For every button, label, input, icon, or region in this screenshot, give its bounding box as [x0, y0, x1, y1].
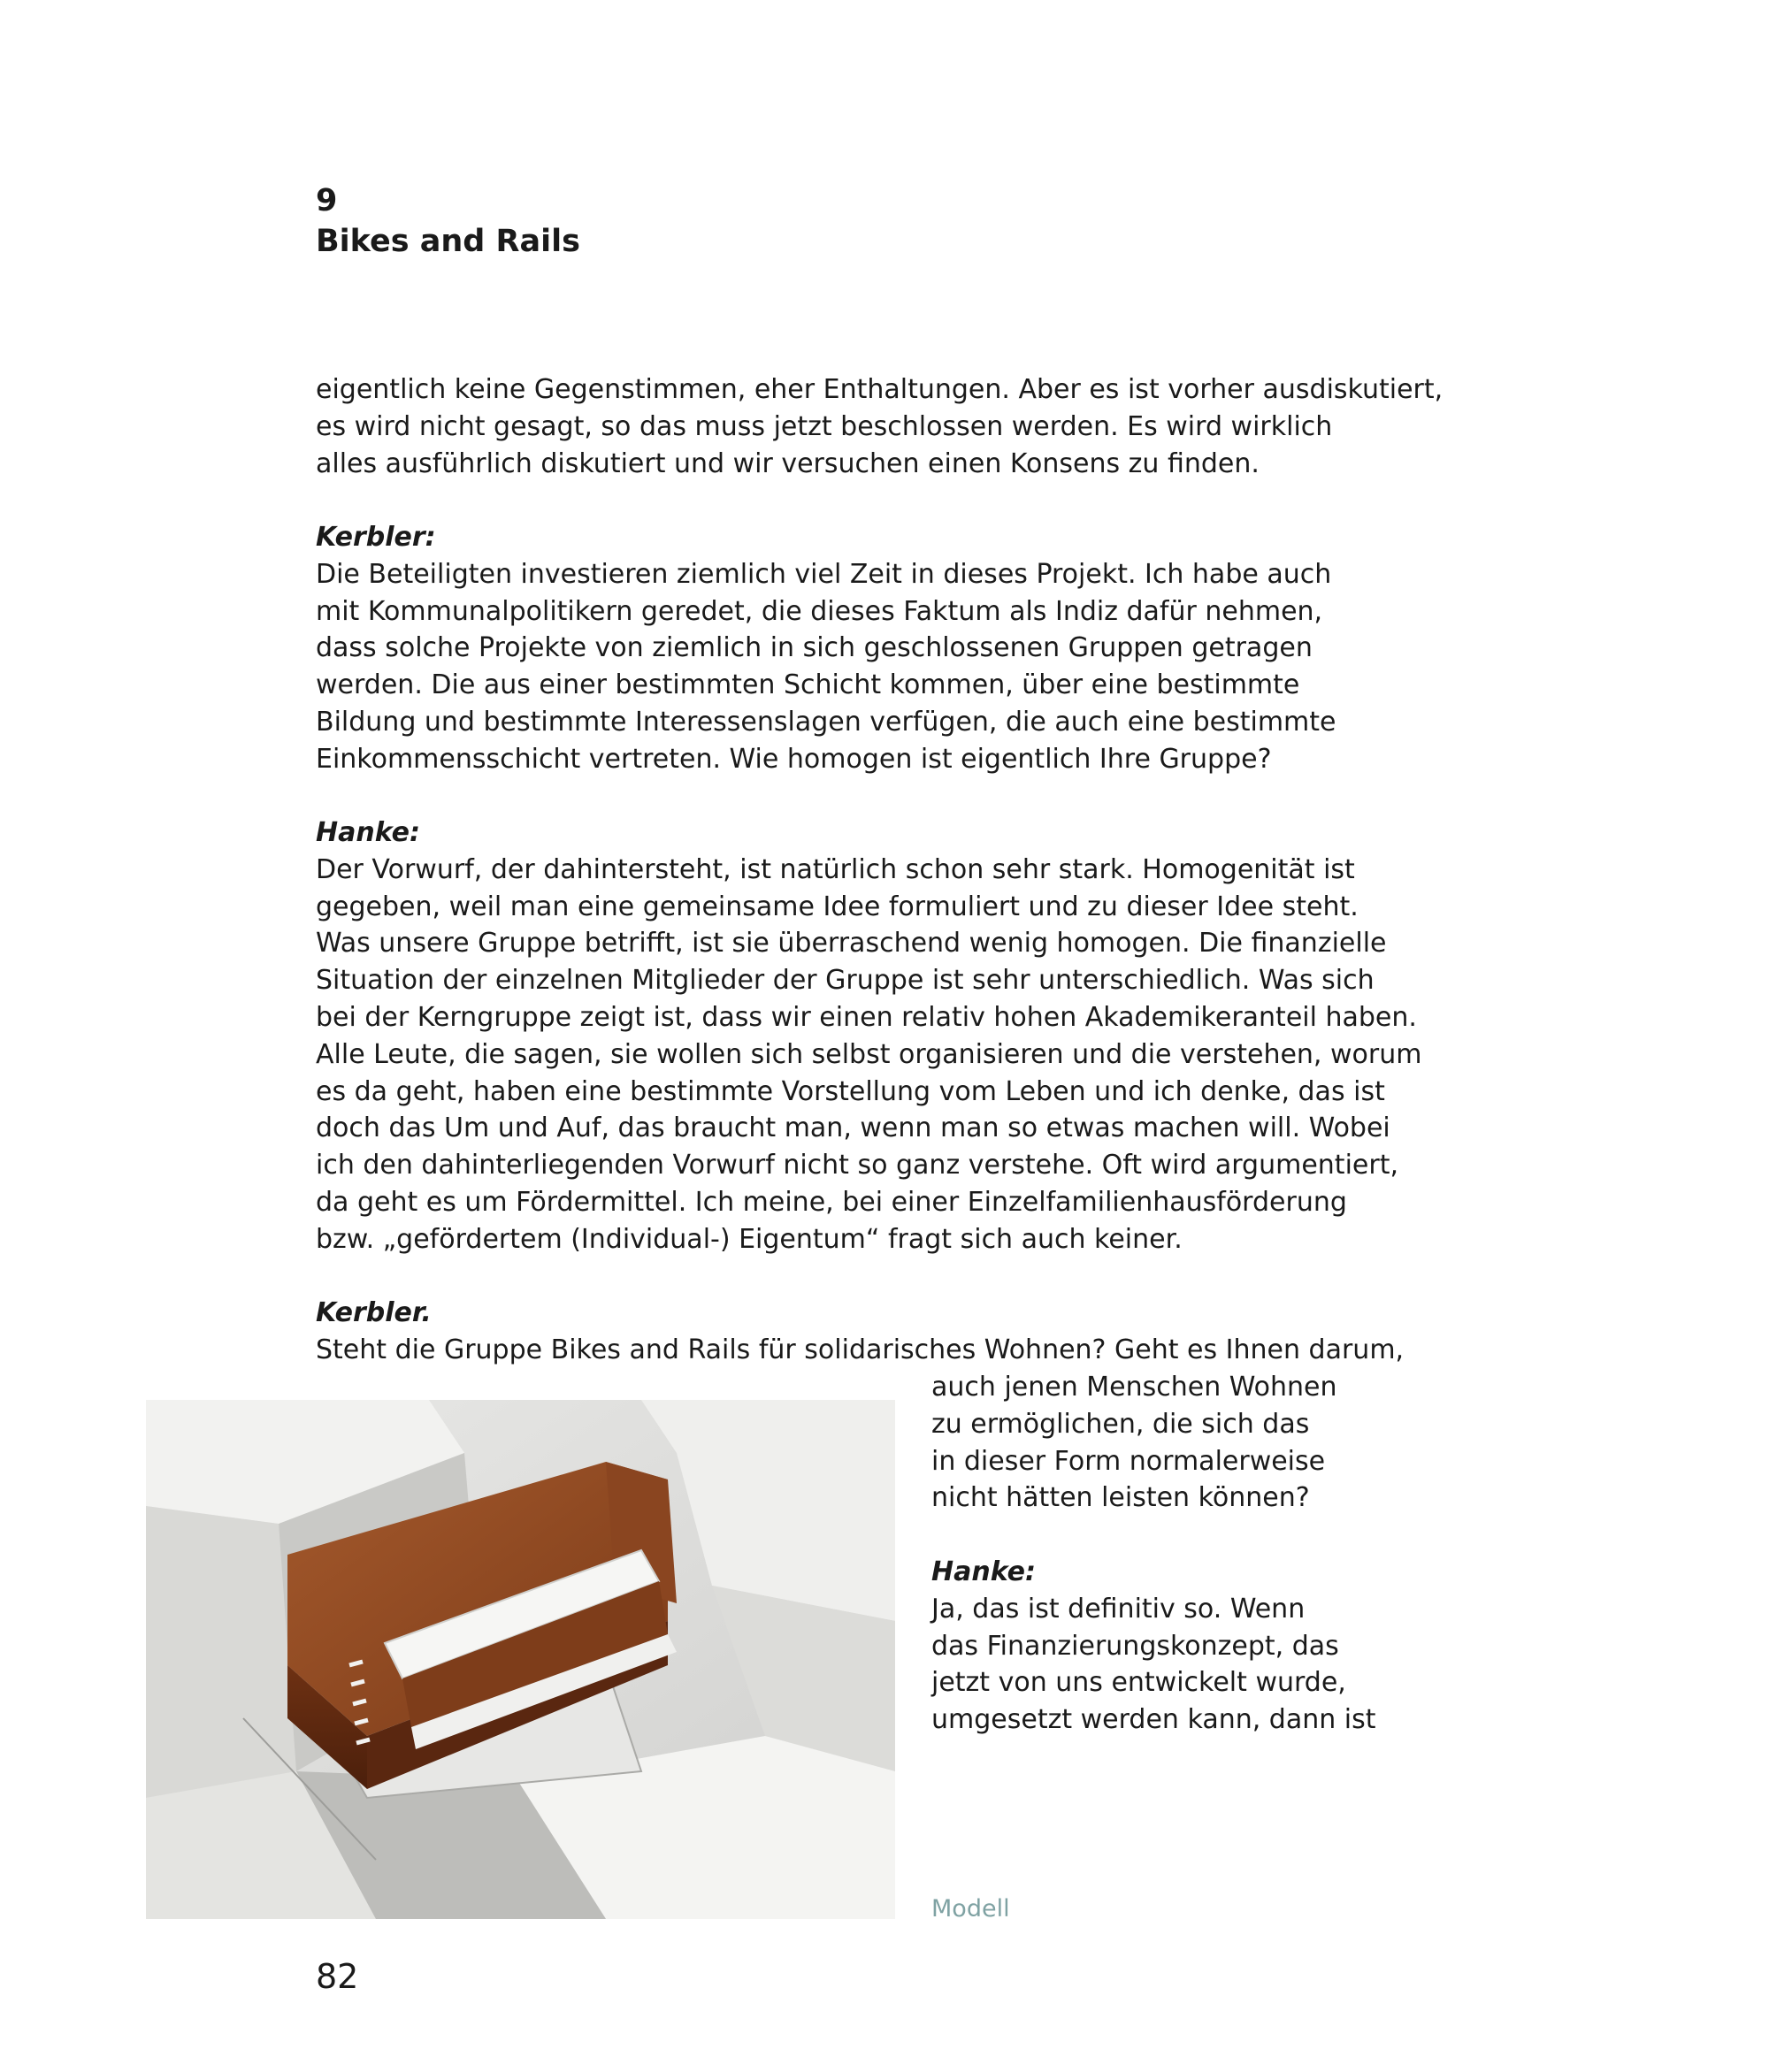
- text-line: zu ermöglichen, die sich das: [931, 1408, 1310, 1440]
- text-line: dass solche Projekte von ziemlich in sich geschlossenen Gruppen getragen: [316, 632, 1313, 664]
- text-line: Einkommensschicht vertreten. Wie homogen ist eigentlich Ihre Gruppe?: [316, 743, 1272, 775]
- interview-turn-kerbler: [316, 519, 1336, 778]
- text-line: das Finanzierungskonzept, das: [931, 1630, 1339, 1662]
- text-line: umgesetzt werden kann, dann ist: [931, 1704, 1376, 1736]
- text-line: in dieser Form normalerweise: [931, 1445, 1326, 1477]
- speaker-name: Kerbler.: [316, 1297, 432, 1328]
- interview-turn-hanke: [316, 814, 1421, 1258]
- text-line: bei der Kerngruppe zeigt ist, dass wir einen relativ hohen Akademikeranteil haben.: [316, 1001, 1417, 1033]
- text-line: mit Kommunalpolitikern geredet, die dieses Faktum als Indiz dafür nehmen,: [316, 595, 1323, 627]
- text-line: da geht es um Fördermittel. Ich meine, bei einer Einzelfamilienhausförderung: [316, 1186, 1347, 1218]
- wrapped-text-continued: [931, 1369, 1337, 1517]
- speaker-name: Hanke:: [931, 1556, 1036, 1587]
- text-line: es da geht, haben eine bestimmte Vorstellung vom Leben und ich denke, das ist: [316, 1075, 1385, 1107]
- text-line: jetzt von uns entwickelt wurde,: [931, 1667, 1346, 1699]
- text-line: ich den dahinterliegenden Vorwurf nicht so ganz verstehe. Oft wird argumentiert,: [316, 1150, 1398, 1181]
- text-line: gegeben, weil man eine gemeinsame Idee formuliert und zu dieser Idee steht.: [316, 891, 1359, 922]
- text-line: Situation der einzelnen Mitglieder der Gruppe ist sehr unterschiedlich. Was sich: [316, 965, 1375, 997]
- architectural-model-photo: [146, 1400, 895, 1919]
- page-number: 82: [316, 1957, 359, 1996]
- speaker-name: Kerbler:: [316, 522, 436, 553]
- text-line: Bildung und bestimmte Interessenslagen verfügen, die auch eine bestimmte: [316, 706, 1336, 738]
- text-line: eigentlich keine Gegenstimmen, eher Enthaltungen. Aber es ist vorher ausdiskutiert,: [316, 374, 1444, 405]
- text-line: alles ausführlich diskutiert und wir versuchen einen Konsens zu finden.: [316, 447, 1260, 479]
- chapter-number: 9: [316, 183, 338, 218]
- text-line: doch das Um und Auf, das braucht man, wenn man so etwas machen will. Wobei: [316, 1112, 1390, 1144]
- speaker-name: Hanke:: [316, 817, 420, 848]
- text-line: Der Vorwurf, der dahintersteht, ist natürlich schon sehr stark. Homogenität ist: [316, 853, 1355, 885]
- text-line: es wird nicht gesagt, so das muss jetzt beschlossen werden. Es wird wirklich: [316, 410, 1333, 442]
- text-line: auch jenen Menschen Wohnen: [931, 1372, 1337, 1403]
- interview-turn-kerbler-2: [316, 1295, 1404, 1369]
- text-line: Ja, das ist definitiv so. Wenn: [931, 1593, 1306, 1625]
- interview-turn-hanke-2: [931, 1554, 1376, 1739]
- text-line: nicht hätten leisten können?: [931, 1482, 1310, 1514]
- chapter-title: Bikes and Rails: [316, 224, 580, 259]
- paragraph-continued: [316, 371, 1443, 482]
- text-line: werden. Die aus einer bestimmten Schicht kommen, über eine bestimmte: [316, 669, 1300, 701]
- text-line: Die Beteiligten investieren ziemlich viel Zeit in dieses Projekt. Ich habe auch: [316, 558, 1332, 590]
- figure-caption: Modell: [931, 1895, 1010, 1923]
- text-line: Steht die Gruppe Bikes and Rails für solidarisches Wohnen? Geht es Ihnen darum,: [316, 1334, 1405, 1365]
- text-line: Alle Leute, die sagen, sie wollen sich selbst organisieren und die verstehen, worum: [316, 1038, 1422, 1070]
- text-line: Was unsere Gruppe betrifft, ist sie überraschend wenig homogen. Die finanzielle: [316, 928, 1387, 960]
- text-line: bzw. „gefördertem (Individual-) Eigentum“ fragt sich auch keiner.: [316, 1223, 1183, 1255]
